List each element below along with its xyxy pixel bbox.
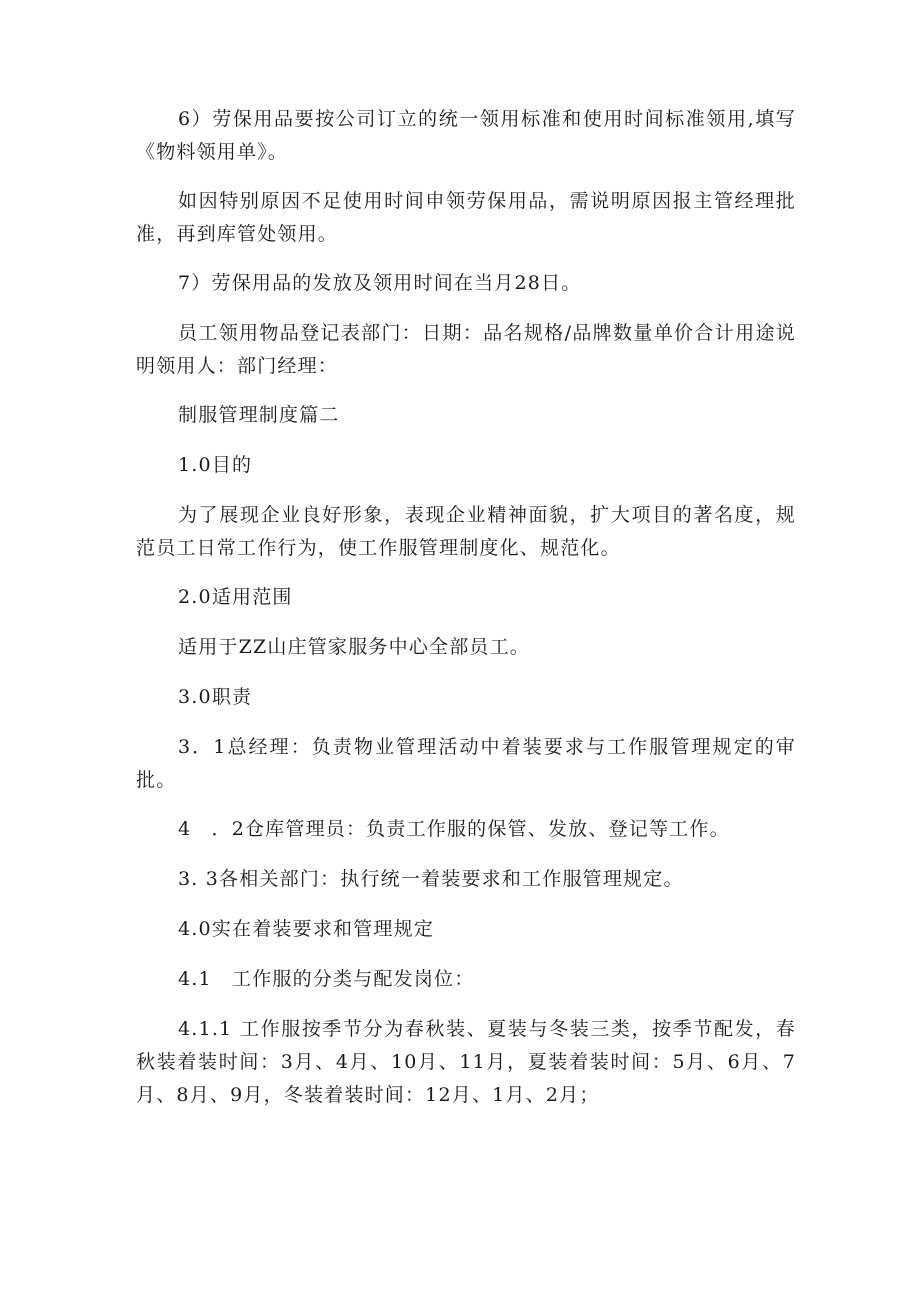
- paragraph-departments: 3. 3各相关部门：执行统一着装要求和工作服管理规定。: [178, 868, 684, 890]
- section-heading-uniform-classification: 4.1 工作服的分类与配发岗位：: [178, 968, 475, 990]
- paragraph-registration-form: 员工领用物品登记表部门：日期：品名规格/品牌数量单价合计用途说明领用人：部门经理：: [136, 322, 796, 377]
- paragraph-labor-protection-rule-7: 7）劳保用品的发放及领用时间在当月28日。: [178, 272, 582, 294]
- paragraph-scope: 适用于ZZ山庄管家服务中心全部员工。: [178, 636, 531, 658]
- section-heading-part-two: 制服管理制度篇二: [178, 404, 340, 426]
- paragraph-warehouse-manager: 4 ．2仓库管理员：负责工作服的保管、发放、登记等工作。: [178, 818, 730, 840]
- section-heading-purpose: 1.0目的: [178, 454, 253, 476]
- section-heading-scope: 2.0适用范围: [178, 586, 293, 608]
- paragraph-special-reason-approval: 如因特别原因不足使用时间申领劳保用品，需说明原因报主管经理批准，再到库管处领用。: [136, 190, 796, 245]
- section-heading-dress-requirements: 4.0实在着装要求和管理规定: [178, 918, 435, 940]
- document-body: [136, 103, 796, 1128]
- section-heading-responsibilities: 3.0职责: [178, 686, 253, 708]
- paragraph-purpose: 为了展现企业良好形象，表现企业精神面貌，扩大项目的著名度，规范员工日常工作行为，使工作服管理制度化、规范化。: [136, 504, 796, 559]
- paragraph-seasonal-uniforms: 4.1.1 工作服按季节分为春秋装、夏装与冬装三类，按季节配发，春秋装着装时间：3月、4月、10月、11月，夏装着装时间：5月、6月、7月、8月、9月，冬装着装时间：12月、1月、2月；: [136, 1018, 796, 1106]
- paragraph-labor-protection-rule-6: 6）劳保用品要按公司订立的统一领用标准和使用时间标准领用,填写《物料领用单》。: [136, 108, 796, 163]
- paragraph-general-manager: 3．1总经理：负责物业管理活动中着装要求与工作服管理规定的审批。: [136, 736, 796, 791]
